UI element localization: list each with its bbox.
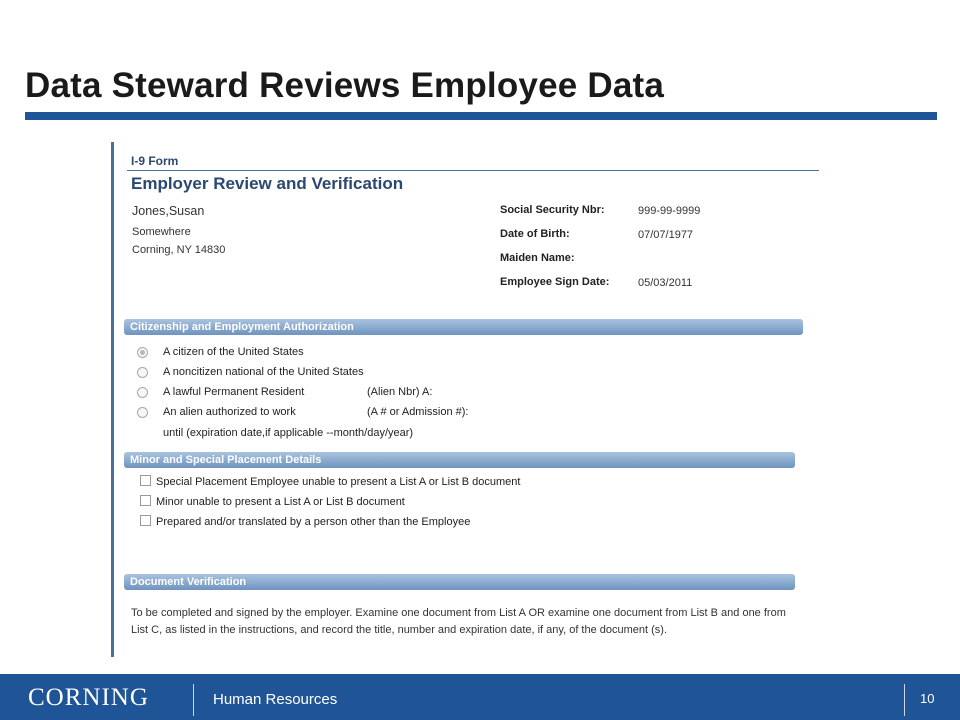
minor-section-header: Minor and Special Placement Details [124,452,795,468]
alien-nbr-label: (Alien Nbr) A: [367,386,433,398]
ssn-value: 999-99-9999 [638,205,701,217]
option-alien-authorized-label: An alien authorized to work [163,406,296,418]
slide-title: Data Steward Reviews Employee Data [25,66,665,105]
option-noncitizen-label: A noncitizen national of the United States [163,366,364,378]
page-number: 10 [920,691,935,706]
employee-address-line1: Somewhere [132,226,191,238]
option-citizen-label: A citizen of the United States [163,346,304,358]
dob-value: 07/07/1977 [638,229,694,241]
maiden-name-label: Maiden Name: [500,252,575,264]
checkbox-prepared-translated[interactable] [140,515,151,526]
dob-label: Date of Birth: [500,228,570,240]
admission-nbr-label: (A # or Admission #): [367,406,469,418]
document-instructions: To be completed and signed by the employer. Examine one document from List A OR examine one document from List B and one from List C, as listed in the instructions, and record the title, number and expiration date, if any, of the document (s). [131,607,786,636]
document-section-header: Document Verification [124,574,795,590]
radio-permanent-resident[interactable] [137,387,148,398]
form-label: I-9 Form [131,154,179,168]
checkbox-minor[interactable] [140,495,151,506]
sign-date-label: Employee Sign Date: [500,276,610,288]
title-rule [25,112,937,120]
radio-noncitizen-national[interactable] [137,367,148,378]
citizenship-section-header: Citizenship and Employment Authorization [124,319,803,335]
radio-alien-authorized[interactable] [137,407,148,418]
sign-date-value: 05/03/2011 [638,277,693,289]
special-placement-label: Special Placement Employee unable to present a List A or List B document [156,476,521,488]
employee-name: Jones,Susan [132,204,205,218]
minor-label: Minor unable to present a List A or List B document [156,496,405,508]
form-rule [127,170,819,171]
footer-divider [193,684,194,716]
employee-address-line2: Corning, NY 14830 [132,244,226,256]
checkbox-special-placement[interactable] [140,475,151,486]
option-permanent-resident-label: A lawful Permanent Resident [163,386,305,398]
expiration-date-label: until (expiration date,if applicable --month/day/year) [163,427,414,439]
form-title: Employer Review and Verification [131,174,404,193]
screenshot-border [111,142,114,657]
radio-citizen[interactable] [137,347,148,358]
footer-department: Human Resources [213,691,338,708]
footer-divider-right [904,684,905,716]
corning-logo: CORNING [28,684,149,711]
prepared-translated-label: Prepared and/or translated by a person other than the Employee [156,516,471,528]
ssn-label: Social Security Nbr: [500,204,605,216]
